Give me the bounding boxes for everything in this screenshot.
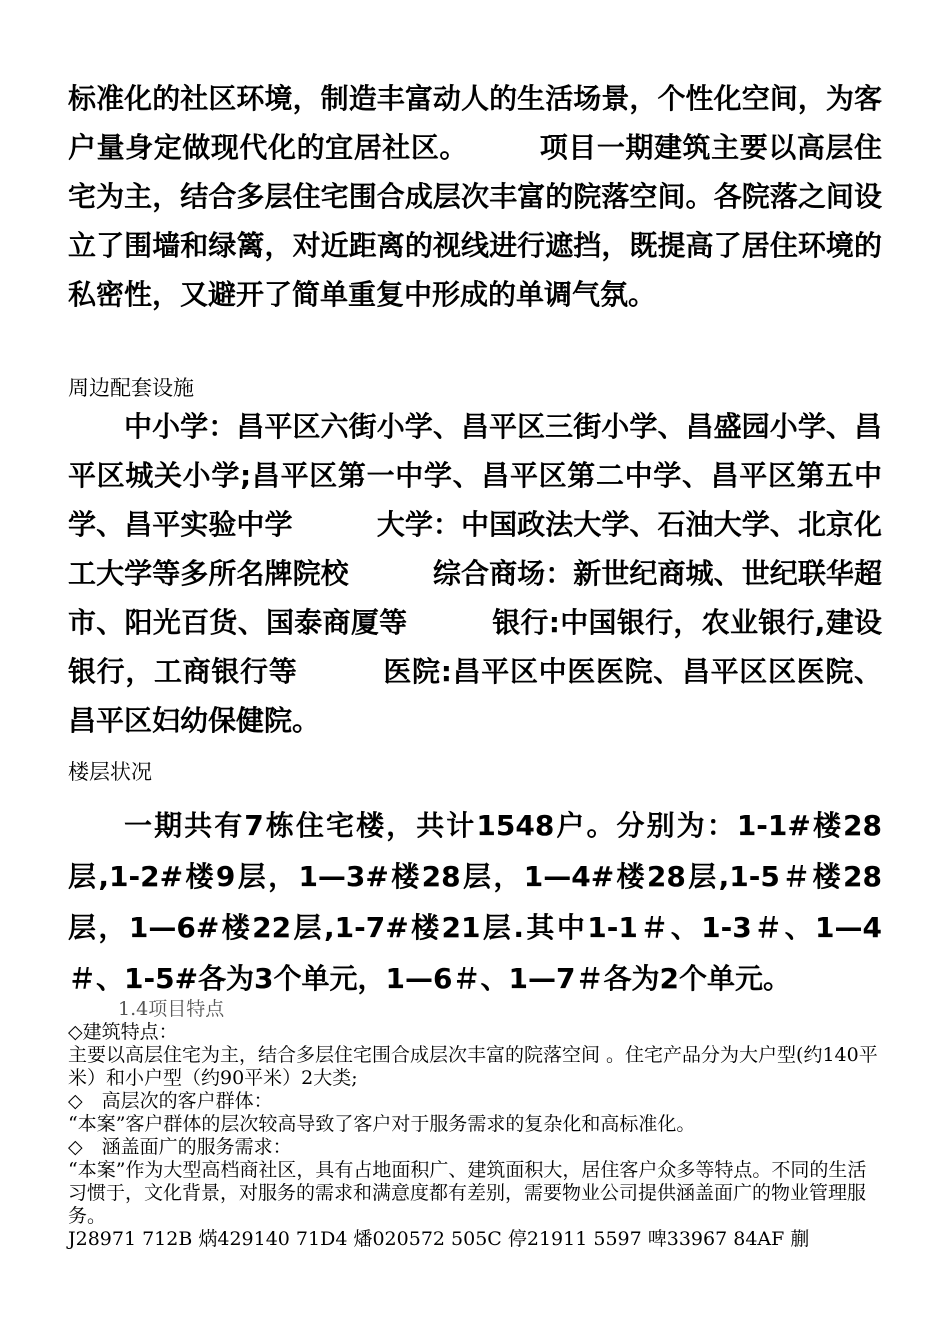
section-title: 1.4项目特点 — [118, 998, 225, 1020]
paragraph-facilities-list: 中小学：昌平区六街小学、昌平区三街小学、昌盛园小学、昌平区城关小学;昌平区第一中学、昌平区第二中学、昌平区第五中学、昌平实验中学 大学：中国政法大学、石油大学、北京化工大学等多所名牌院校 综合商场：新世纪商城、世纪联华超市、阳光百货、国泰商厦等 银行:中国银行，农业银行,建设银行，工商银行等 医院:昌平区中医医院、昌平区区医院、昌平区妇幼保健院。 — [68, 410, 882, 737]
feature-text-architecture: 主要以高层住宅为主，结合多层住宅围合成层次丰富的院落空间 。住宅产品分为大户型(约140平米）和小户型（约90平米）2大类; — [68, 1044, 878, 1089]
paragraph-building-floors: 一期共有7栋住宅楼，共计1548户。分别为：1-1#楼28层,1-2#楼9层，1—3#楼28层，1—4#楼28层,1-5＃楼28层，1—6#楼22层,1-7#楼21层.其中1-1＃、1-3＃、1—4＃、1-5#各为3个单元，1—6＃、1—7＃各为2个单元。 — [68, 809, 882, 995]
feature-label-service: ◇ 涵盖面广的服务需求： — [68, 1136, 292, 1158]
feature-text-service: “本案”作为大型高档商社区，具有占地面积广、建筑面积大，居住客户众多等特点。不同的生活习惯于，文化背景，对服务的需求和满意度都有差别，需要物业公司提供涵盖面广的物业管理服务。 — [68, 1159, 867, 1227]
heading-floor-status: 楼层状况 — [68, 760, 152, 784]
heading-surrounding-facilities: 周边配套设施 — [68, 376, 194, 400]
garbled-code-line: J28971 712B 焫429140 71D4 燔020572 505C 停21911 5597 啤33967 84AF 蒯 — [68, 1228, 810, 1250]
paragraph-community-design: 标准化的社区环境，制造丰富动人的生活场景，个性化空间，为客户量身定做现代化的宜居社区。 项目一期建筑主要以高层住宅为主，结合多层住宅围合成层次丰富的院落空间。各院落之间设立了围墙和绿篱，对近距离的视线进行遮挡，既提高了居住环境的私密性，又避开了简单重复中形成的单调气氛。 — [68, 82, 882, 311]
feature-text-clientele: “本案”客户群体的层次较高导致了客户对于服务需求的复杂化和高标准化。 — [68, 1113, 696, 1135]
project-features-section — [0, 998, 950, 1251]
feature-label-clientele: ◇ 高层次的客户群体： — [68, 1090, 273, 1112]
feature-label-architecture: ◇建筑特点： — [68, 1021, 178, 1043]
